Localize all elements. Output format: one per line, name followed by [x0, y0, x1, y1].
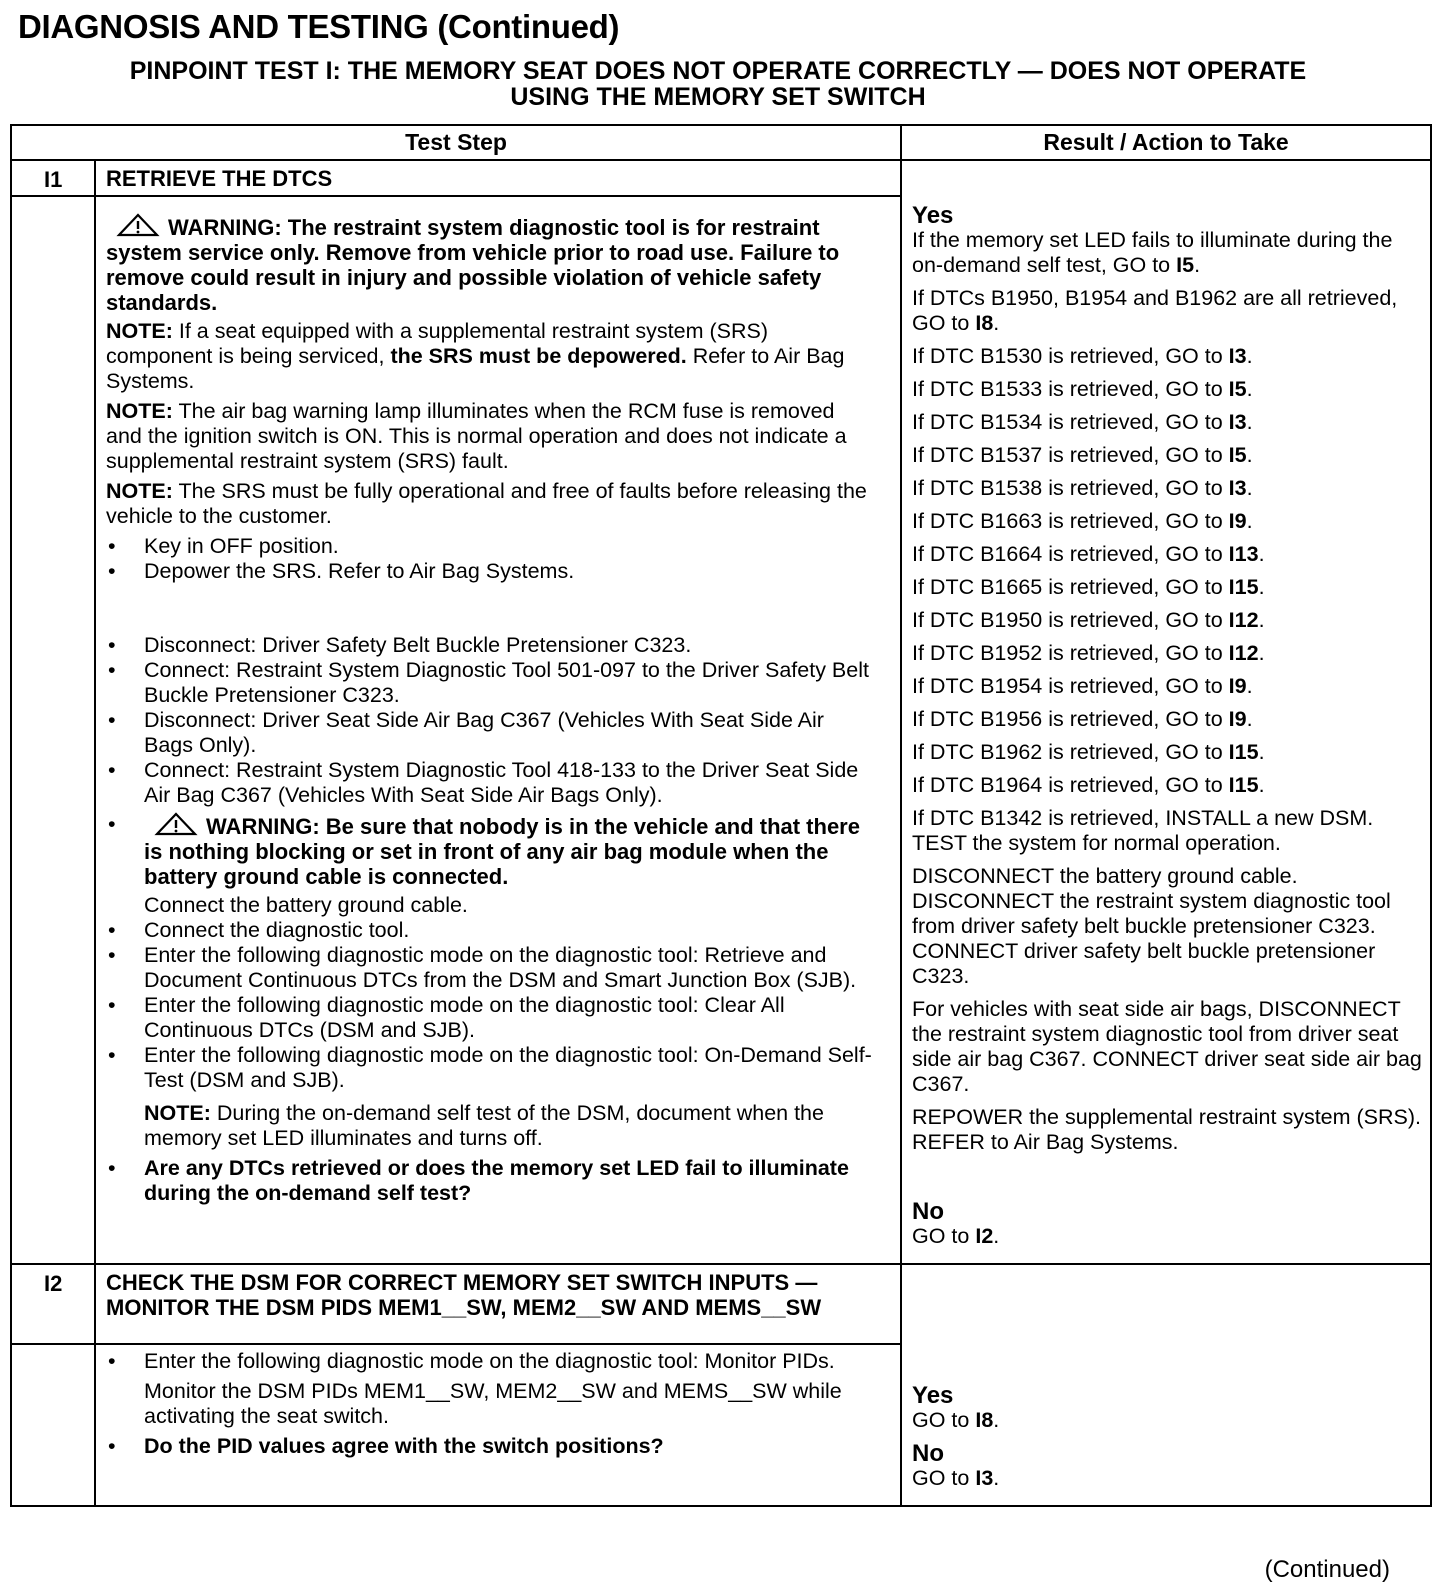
dtc-result-line: If DTC B1950 is retrieved, GO to I12.: [912, 608, 1265, 632]
list-item: • Enter the following diagnostic mode on the diagnostic tool: Monitor PIDs.: [106, 1349, 876, 1374]
result-line: GO to I2.: [912, 1224, 1000, 1248]
question: • Are any DTCs retrieved or does the memory set LED fail to illuminate during the on-demand self test?: [106, 1156, 876, 1206]
paragraph: Monitor the DSM PIDs MEM1__SW, MEM2__SW and MEMS__SW while activating the seat switch.: [144, 1378, 842, 1428]
dtc-result-line: If DTC B1530 is retrieved, GO to I3.: [912, 344, 1253, 368]
step-list: [106, 534, 876, 1093]
step-i2-content: [95, 1344, 901, 1506]
goto-link[interactable]: I9: [1228, 674, 1247, 698]
step-title: RETRIEVE THE DTCS: [95, 160, 901, 196]
note: NOTE: If a seat equipped with a supplemental restraint system (SRS) component is being serviced, the SRS must be depowered. Refer to Air Bag Systems.: [106, 319, 845, 394]
yes-label: Yes: [912, 202, 954, 229]
result-line: REPOWER the supplemental restraint system (SRS). REFER to Air Bag Systems.: [912, 1105, 1422, 1154]
list-item: • Disconnect: Driver Safety Belt Buckle Pretensioner C323.: [106, 633, 876, 658]
goto-link[interactable]: I3: [1228, 410, 1247, 434]
goto-link[interactable]: I2: [975, 1224, 994, 1248]
warning-block: • WARNING: Be sure that nobody is in the vehicle and that there is nothing blocking or set in front of any air bag module when the battery ground cable is connected.: [144, 814, 860, 890]
goto-link[interactable]: I8: [975, 311, 994, 335]
result-line: For vehicles with seat side air bags, DISCONNECT the restraint system diagnostic tool from driver seat side air bag C367. CONNECT driver seat side air bag C367.: [912, 997, 1422, 1096]
no-label: No: [912, 1440, 945, 1467]
step-i2-results: [901, 1264, 1431, 1506]
dtc-result-list: [912, 344, 1424, 798]
no-label: No: [912, 1198, 945, 1225]
continued-label: (Continued): [1264, 1556, 1390, 1583]
goto-link[interactable]: I15: [1228, 740, 1259, 764]
dtc-result-line: If DTC B1537 is retrieved, GO to I5.: [912, 443, 1253, 467]
warning-triangle-icon: [116, 213, 160, 237]
step-i1-header-row: [11, 160, 1431, 196]
result-line: GO to I3.: [912, 1466, 1000, 1490]
dtc-result-line: If DTC B1534 is retrieved, GO to I3.: [912, 410, 1253, 434]
dtc-result-line: If DTC B1954 is retrieved, GO to I9.: [912, 674, 1253, 698]
goto-link[interactable]: I3: [1228, 344, 1247, 368]
result-line: If DTCs B1950, B1954 and B1962 are all retrieved, GO to I8.: [912, 286, 1398, 335]
col-test-step: Test Step: [11, 125, 901, 160]
step-i2-header-row: [11, 1264, 1431, 1344]
test-title-line-1: PINPOINT TEST I: THE MEMORY SEAT DOES NOT OPERATE CORRECTLY — DOES NOT OPERATE: [129, 57, 1307, 85]
dtc-result-line: If DTC B1956 is retrieved, GO to I9.: [912, 707, 1253, 731]
goto-link[interactable]: I3: [1228, 476, 1247, 500]
table-header-row: [11, 125, 1431, 160]
step-number-blank: [11, 196, 95, 1264]
dtc-result-line: If DTC B1538 is retrieved, GO to I3.: [912, 476, 1253, 500]
test-title-line-2: USING THE MEMORY SET SWITCH: [510, 83, 926, 111]
goto-link[interactable]: I12: [1228, 641, 1259, 665]
list-item: • Depower the SRS. Refer to Air Bag Systems.: [106, 559, 876, 584]
warning-block: WARNING: The restraint system diagnostic tool is for restraint system service only. Remove from vehicle prior to road use. Failure to remove could result in injury and possible violation of vehicle safety standards.: [106, 215, 840, 316]
note: NOTE: During the on-demand self test of the DSM, document when the memory set LED illuminates and turns off.: [144, 1101, 824, 1151]
note: NOTE: The air bag warning lamp illuminates when the RCM fuse is removed and the ignition switch is ON. This is normal operation and does not indicate a supplemental restraint system (SRS) fault.: [106, 399, 847, 474]
result-line: DISCONNECT the battery ground cable. DISCONNECT the restraint system diagnostic tool from driver safety belt buckle pretensioner C323. CONNECT driver safety belt buckle pretensioner C323.: [912, 864, 1391, 988]
step-list: [106, 1156, 876, 1206]
goto-link[interactable]: I3: [975, 1466, 994, 1490]
pinpoint-test-table: [10, 124, 1432, 1507]
step-list: [106, 1434, 876, 1459]
goto-link[interactable]: I15: [1228, 773, 1259, 797]
dtc-result-line: If DTC B1665 is retrieved, GO to I15.: [912, 575, 1265, 599]
goto-link[interactable]: I5: [1228, 443, 1247, 467]
dtc-result-line: If DTC B1964 is retrieved, GO to I15.: [912, 773, 1265, 797]
goto-link[interactable]: I5: [1176, 253, 1195, 277]
yes-label: Yes: [912, 1382, 954, 1409]
list-item: • Enter the following diagnostic mode on the diagnostic tool: Retrieve and Document Continuous DTCs from the DSM and Smart Junction Box (SJB).: [106, 943, 876, 993]
goto-link[interactable]: I15: [1228, 575, 1259, 599]
goto-link[interactable]: I9: [1228, 509, 1247, 533]
list-item: • Key in OFF position.: [106, 534, 876, 559]
goto-link[interactable]: I5: [1228, 377, 1247, 401]
step-i1-results: [901, 160, 1431, 1264]
result-line: GO to I8.: [912, 1408, 1000, 1432]
note: NOTE: The SRS must be fully operational and free of faults before releasing the vehicle to the customer.: [106, 479, 867, 529]
list-item: • Enter the following diagnostic mode on the diagnostic tool: On-Demand Self-Test (DSM and SJB).: [106, 1043, 876, 1093]
dtc-result-line: If DTC B1664 is retrieved, GO to I13.: [912, 542, 1265, 566]
list-item: [106, 812, 876, 918]
dtc-result-line: If DTC B1533 is retrieved, GO to I5.: [912, 377, 1253, 401]
question: • Do the PID values agree with the switch positions?: [106, 1434, 876, 1459]
goto-link[interactable]: I13: [1228, 542, 1259, 566]
list-item: • Connect the diagnostic tool.: [106, 918, 876, 943]
page-title: DIAGNOSIS AND TESTING (Continued): [18, 8, 620, 45]
dtc-result-line: If DTC B1663 is retrieved, GO to I9.: [912, 509, 1253, 533]
list-item: • Enter the following diagnostic mode on the diagnostic tool: Clear All Continuous DTCs (DSM and SJB).: [106, 993, 876, 1043]
step-number: I2: [11, 1264, 95, 1344]
step-number-blank: [11, 1344, 95, 1506]
list-item-text: Connect the battery ground cable.: [144, 893, 468, 918]
goto-link[interactable]: I8: [975, 1408, 994, 1432]
pinpoint-test-title: [20, 58, 1416, 110]
col-result-action: Result / Action to Take: [901, 125, 1431, 160]
list-item: • Disconnect: Driver Seat Side Air Bag C367 (Vehicles With Seat Side Air Bags Only).: [106, 708, 876, 758]
step-number: I1: [11, 160, 95, 196]
result-line: If the memory set LED fails to illuminate during the on-demand self test, GO to I5.: [912, 228, 1393, 277]
list-item: • Connect: Restraint System Diagnostic Tool 501-097 to the Driver Safety Belt Buckle Pretensioner C323.: [106, 658, 876, 708]
step-title: CHECK THE DSM FOR CORRECT MEMORY SET SWITCH INPUTS — MONITOR THE DSM PIDS MEM1__SW, MEM2__SW AND MEMS__SW: [95, 1264, 901, 1344]
dtc-result-line: If DTC B1962 is retrieved, GO to I15.: [912, 740, 1265, 764]
list-item: • Connect: Restraint System Diagnostic Tool 418-133 to the Driver Seat Side Air Bag C367 (Vehicles With Seat Side Air Bags Only).: [106, 758, 876, 808]
warning-triangle-icon: [154, 812, 198, 836]
step-list: [106, 1349, 876, 1374]
goto-link[interactable]: I12: [1228, 608, 1259, 632]
step-i1-content: [95, 196, 901, 1264]
goto-link[interactable]: I9: [1228, 707, 1247, 731]
dtc-result-line: If DTC B1952 is retrieved, GO to I12.: [912, 641, 1265, 665]
result-line: If DTC B1342 is retrieved, INSTALL a new DSM. TEST the system for normal operation.: [912, 806, 1374, 855]
